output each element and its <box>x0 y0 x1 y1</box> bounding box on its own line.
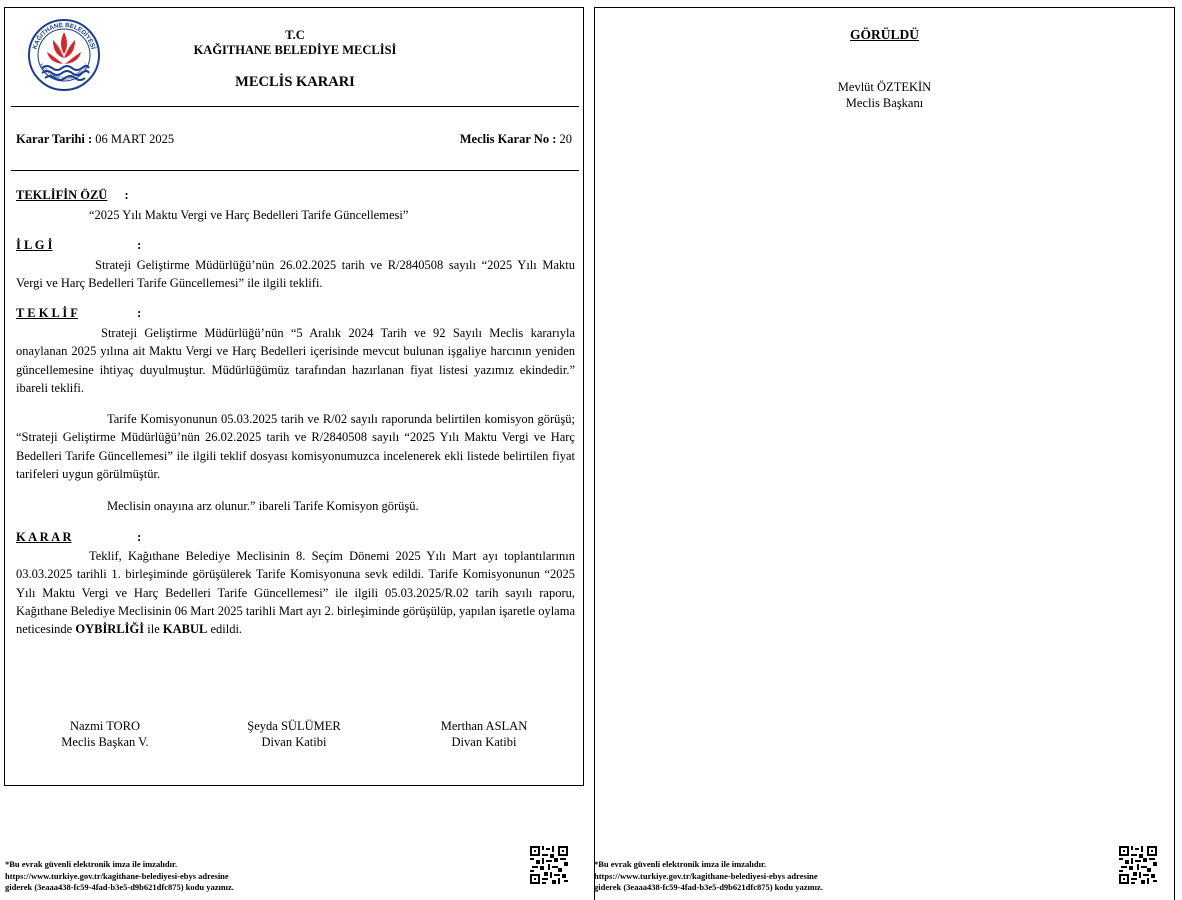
header-divider <box>11 106 579 107</box>
signature-block <box>25 718 185 750</box>
decision-date-value: 06 MART 2025 <box>95 132 175 146</box>
decision-date-label: Karar Tarihi : <box>16 132 93 146</box>
footer-line-3: giderek (3eaaa438-fc59-4fad-b3e5-d9b621dfc875) kodu yazınız. <box>5 882 234 892</box>
decision-page <box>4 7 584 786</box>
decision-text-part3: edildi. <box>210 622 243 637</box>
signature-title: Divan Katibi <box>451 735 517 749</box>
esignature-footer-right <box>594 859 823 894</box>
signature-title: Meclis Başkan V. <box>61 735 149 749</box>
decision-heading <box>16 530 141 545</box>
signature-name: Nazmi TORO <box>69 719 141 733</box>
decision-number-label: Meclis Karar No : <box>459 132 557 146</box>
summary-heading <box>16 188 129 203</box>
approval-signature <box>595 79 1174 111</box>
summary-text: “2025 Yılı Maktu Vergi ve Harç Bedelleri Tarife Güncellemesi” <box>89 208 409 222</box>
decision-text-part1: Teklif, Kağıthane Belediye Meclisinin 8. Seçim Dönemi 2025 Yılı Mart ayı toplantılarının 03.03.2025 tarihli 1. birleşiminde görüşülerek Tarife Komisyonuna sevk edildi. Tarife Komisyonunun “2025 Yılı Maktu Vergi ve Harç Bedelleri Tarife Güncellemesi” ile ilgili 05.03.2025/R.02 tarih sayılı raporu, Kağıthane Belediye Meclisinin 06 Mart 2025 tarihli Mart ayı 2. birleşiminde görüşülüp, yapılan işaretle oylama neticesinde <box>16 549 575 637</box>
footer-line-1: *Bu evrak güvenli elektronik imza ile imzalıdır. <box>594 859 767 869</box>
signature-name: Şeyda SÜLÜMER <box>247 719 341 733</box>
footer-line-3: giderek (3eaaa438-fc59-4fad-b3e5-d9b621dfc875) kodu yazınız. <box>594 882 823 892</box>
proposal-colon: : <box>137 306 142 320</box>
proposal-paragraph-2: Tarife Komisyonunun 05.03.2025 tarih ve R/02 sayılı raporunda belirtilen komisyon görüşü; “Strateji Geliştirme Müdürlüğü’nün 26.02.2025 tarih ve R/2840508 sayılı “2025 Yılı Maktu Vergi ve Harç Bedelleri Tarife Güncellemesi” ile ilgili teklif dosyası komisyonumuzca incelenerek ekli listede belirtilen fiyat tarifeleri uygun görülmüştür. <box>16 412 575 481</box>
decision-colon: : <box>137 530 142 544</box>
esignature-footer-left <box>5 859 234 894</box>
approval-page <box>594 7 1175 900</box>
footer-verify-url[interactable]: https://www.turkiye.gov.tr/kagithane-belediyesi-ebys adresine <box>5 870 229 881</box>
footer-verify-url[interactable]: https://www.turkiye.gov.tr/kagithane-belediyesi-ebys adresine <box>594 870 818 881</box>
reference-text: Strateji Geliştirme Müdürlüğü’nün 26.02.2025 tarih ve R/2840508 sayılı “2025 Yılı Maktu Vergi ve Harç Bedelleri Tarife Güncellemesi” ile ilgili teklifi. <box>16 258 575 291</box>
logo-top-text: KAĞITHANE BELEDİYESİ <box>31 21 97 51</box>
logo-bottom-text: KAĞITHANE MUNICIPALITY <box>38 62 90 81</box>
signature-block <box>404 718 564 750</box>
approval-role: Meclis Başkanı <box>845 96 924 110</box>
country-label: T.C <box>285 28 305 42</box>
decision-result-unanimous: OYBİRLİĞİ <box>75 622 145 637</box>
decision-result-accepted: KABUL <box>162 622 208 637</box>
meta-divider <box>11 170 579 171</box>
reference-heading <box>16 238 141 253</box>
proposal-paragraph-3: Meclisin onayına arz olunur.” ibareli Tarife Komisyon görüşü. <box>107 499 419 513</box>
reference-colon: : <box>137 238 142 252</box>
signature-block <box>214 718 374 750</box>
footer-line-1: *Bu evrak güvenli elektronik imza ile imzalıdır. <box>5 859 178 869</box>
qr-code-icon <box>530 846 568 884</box>
proposal-title: T E K L İ F <box>16 306 78 320</box>
qr-code-icon <box>1119 846 1157 884</box>
approval-name: Mevlüt ÖZTEKİN <box>837 80 932 94</box>
decision-date <box>16 132 174 147</box>
decision-number <box>460 132 572 147</box>
decision-title: K A R A R <box>16 530 72 544</box>
document-title: MECLİS KARARI <box>235 74 355 90</box>
decision-text-part2: ile <box>147 622 160 637</box>
summary-colon: : <box>124 188 129 202</box>
proposal-paragraph-1: Strateji Geliştirme Müdürlüğü’nün “5 Aralık 2024 Tarih ve 92 Sayılı Meclis kararıyla onaylanan 2025 yılına ait Maktu Vergi ve Harç Bedelleri içerisinde mevcut bulunan işgaliye harcının yeniden güncellemesine ihtiyaç duyulmuştur. Müdürlüğümüz tarafından hazırlanan fiyat listesi yazımız ekindedir.” ibareli teklifi. <box>16 326 575 395</box>
signature-title: Divan Katibi <box>261 735 327 749</box>
signature-name: Merthan ASLAN <box>440 719 528 733</box>
decision-number-value: 20 <box>559 132 572 146</box>
summary-title: TEKLİFİN ÖZÜ <box>16 188 108 202</box>
decision-text <box>16 547 575 638</box>
proposal-heading <box>16 306 141 321</box>
approval-title: GÖRÜLDÜ <box>849 27 919 42</box>
council-name: KAĞITHANE BELEDİYE MECLİSİ <box>193 43 397 57</box>
reference-title: İ L G İ <box>16 238 53 252</box>
